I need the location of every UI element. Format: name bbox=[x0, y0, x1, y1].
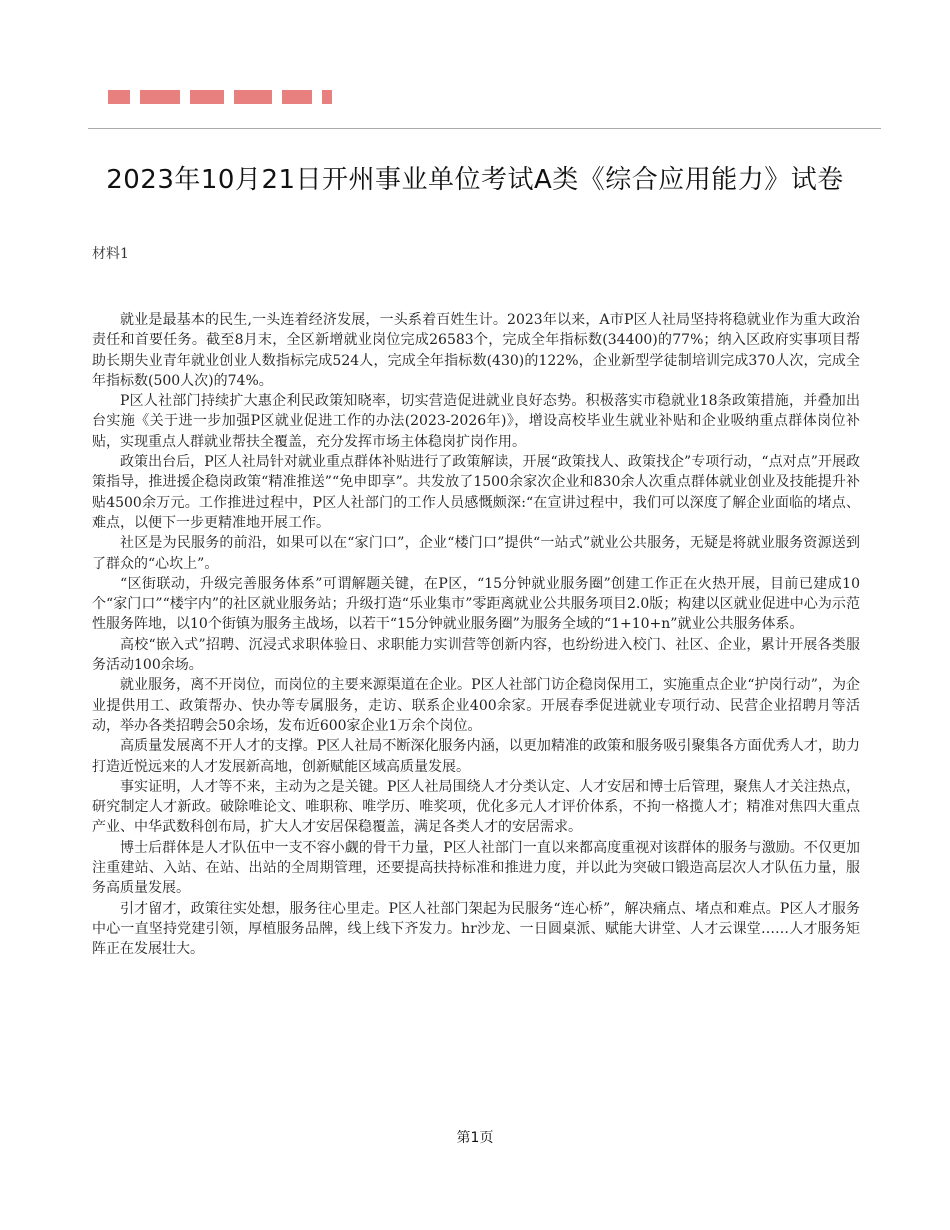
paragraph: 博士后群体是人才队伍中一支不容小觑的骨干力量，P区人社部门一直以来都高度重视对该群体的服务与激励。不仅更加注重建站、入站、在站、出站的全周期管理，还要提高扶持标准和推进力度，并以此为突破口锻造高层次人才队伍力量，服务高质量发展。 bbox=[92, 839, 860, 897]
paragraph: P区人社部门持续扩大惠企利民政策知晓率，切实营造促进就业良好态势。积极落实市稳就业18条政策措施，并叠加出台实施《关于进一步加强P区就业促进工作的办法(2023-2026年)》，增设高校毕业生就业补贴和企业吸纳重点群体岗位补贴，实现重点人群就业帮扶全覆盖，充分发挥市场主体稳岗扩岗作用。 bbox=[92, 393, 860, 450]
paragraph: 社区是为民服务的前沿，如果可以在“家门口”，企业“楼门口”提供“一站式”就业公共服务，无疑是将就业服务资源送到了群众的“心坎上”。 bbox=[92, 535, 860, 572]
paragraph: 就业服务，离不开岗位，而岗位的主要来源渠道在企业。P区人社部门访企稳岗保用工，实施重点企业“护岗行动”，为企业提供用工、政策帮办、快办等专属服务，走访、联系企业400余家。开展春季促进就业专项行动、民营企业招聘月等活动，举办各类招聘会50余场，发布近600家企业1万余个岗位。 bbox=[92, 677, 860, 734]
paragraph: 事实证明，人才等不来，主动为之是关键。P区人社局围绕人才分类认定、人才安居和博士后管理，聚焦人才关注热点，研究制定人才新政。破除唯论文、唯职称、唯学历、唯奖项，优化多元人才评价体系，不拘一格揽人才；精准对焦四大重点产业、中华武数科创布局，扩大人才安居保稳覆盖，满足各类人才的安居需求。 bbox=[92, 778, 860, 836]
header-divider bbox=[88, 128, 881, 129]
section-label: 材料1 bbox=[92, 246, 129, 262]
paragraph: 高校“嵌入式”招聘、沉浸式求职体验日、求职能力实训营等创新内容，也纷纷进入校门、社区、企业，累计开展各类服务活动100余场。 bbox=[92, 636, 860, 674]
paragraph: 政策出台后，P区人社局针对就业重点群体补贴进行了政策解读，开展“政策找人、政策找企”专项行动，“点对点”开展政策指导，推进援企稳岗政策“精准推送”“免申即享”。共发放了1500余家次企业和830余人次重点群体就业创业及技能提升补贴4500余万元。工作推进过程中，P区人社部门的工作人员感慨颇深:“在宣讲过程中，我们可以深度了解企业面临的堵点、难点，以便下一步更精准地开展工作。 bbox=[92, 454, 860, 531]
body-text bbox=[92, 310, 860, 960]
paragraph: “区街联动，升级完善服务体系”可谓解题关键，在P区，“15分钟就业服务圈”创建工作正在火热开展，目前已建成10个“家门口”“楼宇内”的社区就业服务站；升级打造“乐业集市”零距离就业公共服务项目2.0版；构建以区就业促进中心为示范性服务阵地，以10个街镇为服务主战场，以若干“15分钟就业服务圈”为服务全域的“1+10+n”就业公共服务体系。 bbox=[92, 575, 860, 633]
paragraph: 引才留才，政策往实处想，服务往心里走。P区人社部门架起为民服务“连心桥”，解决痛点、堵点和难点。P区人才服务中心一直坚持党建引领，厚植服务品牌，线上线下齐发力。hr沙龙、一日圆桌派、赋能大讲堂、人才云课堂……人才服务矩阵正在发展壮大。 bbox=[92, 900, 860, 958]
page-title: 2023年10月21日开州事业单位考试A类《综合应用能力》试卷 bbox=[106, 165, 844, 195]
paragraph: 就业是最基本的民生,一头连着经济发展，一头系着百姓生计。2023年以来，A市P区人社局坚持将稳就业作为重大政治责任和首要任务。截至8月末，全区新增就业岗位完成26583个，完成全年指标数(34400)的77%；纳入区政府实事项目帮助长期失业青年就业创业人数指标完成524人，完成全年指标数(430)的122%，企业新型学徒制培训完成370人次，完成全年指标数(500人次)的74%。 bbox=[92, 312, 860, 389]
paragraph: 高质量发展离不开人才的支撑。P区人社局不断深化服务内涵，以更加精准的政策和服务吸引聚集各方面优秀人才，助力打造近悦远来的人才发展新高地，创新赋能区域高质量发展。 bbox=[92, 738, 860, 775]
brand-logo-icon bbox=[108, 90, 332, 106]
page-number: 第1页 bbox=[456, 1130, 494, 1146]
